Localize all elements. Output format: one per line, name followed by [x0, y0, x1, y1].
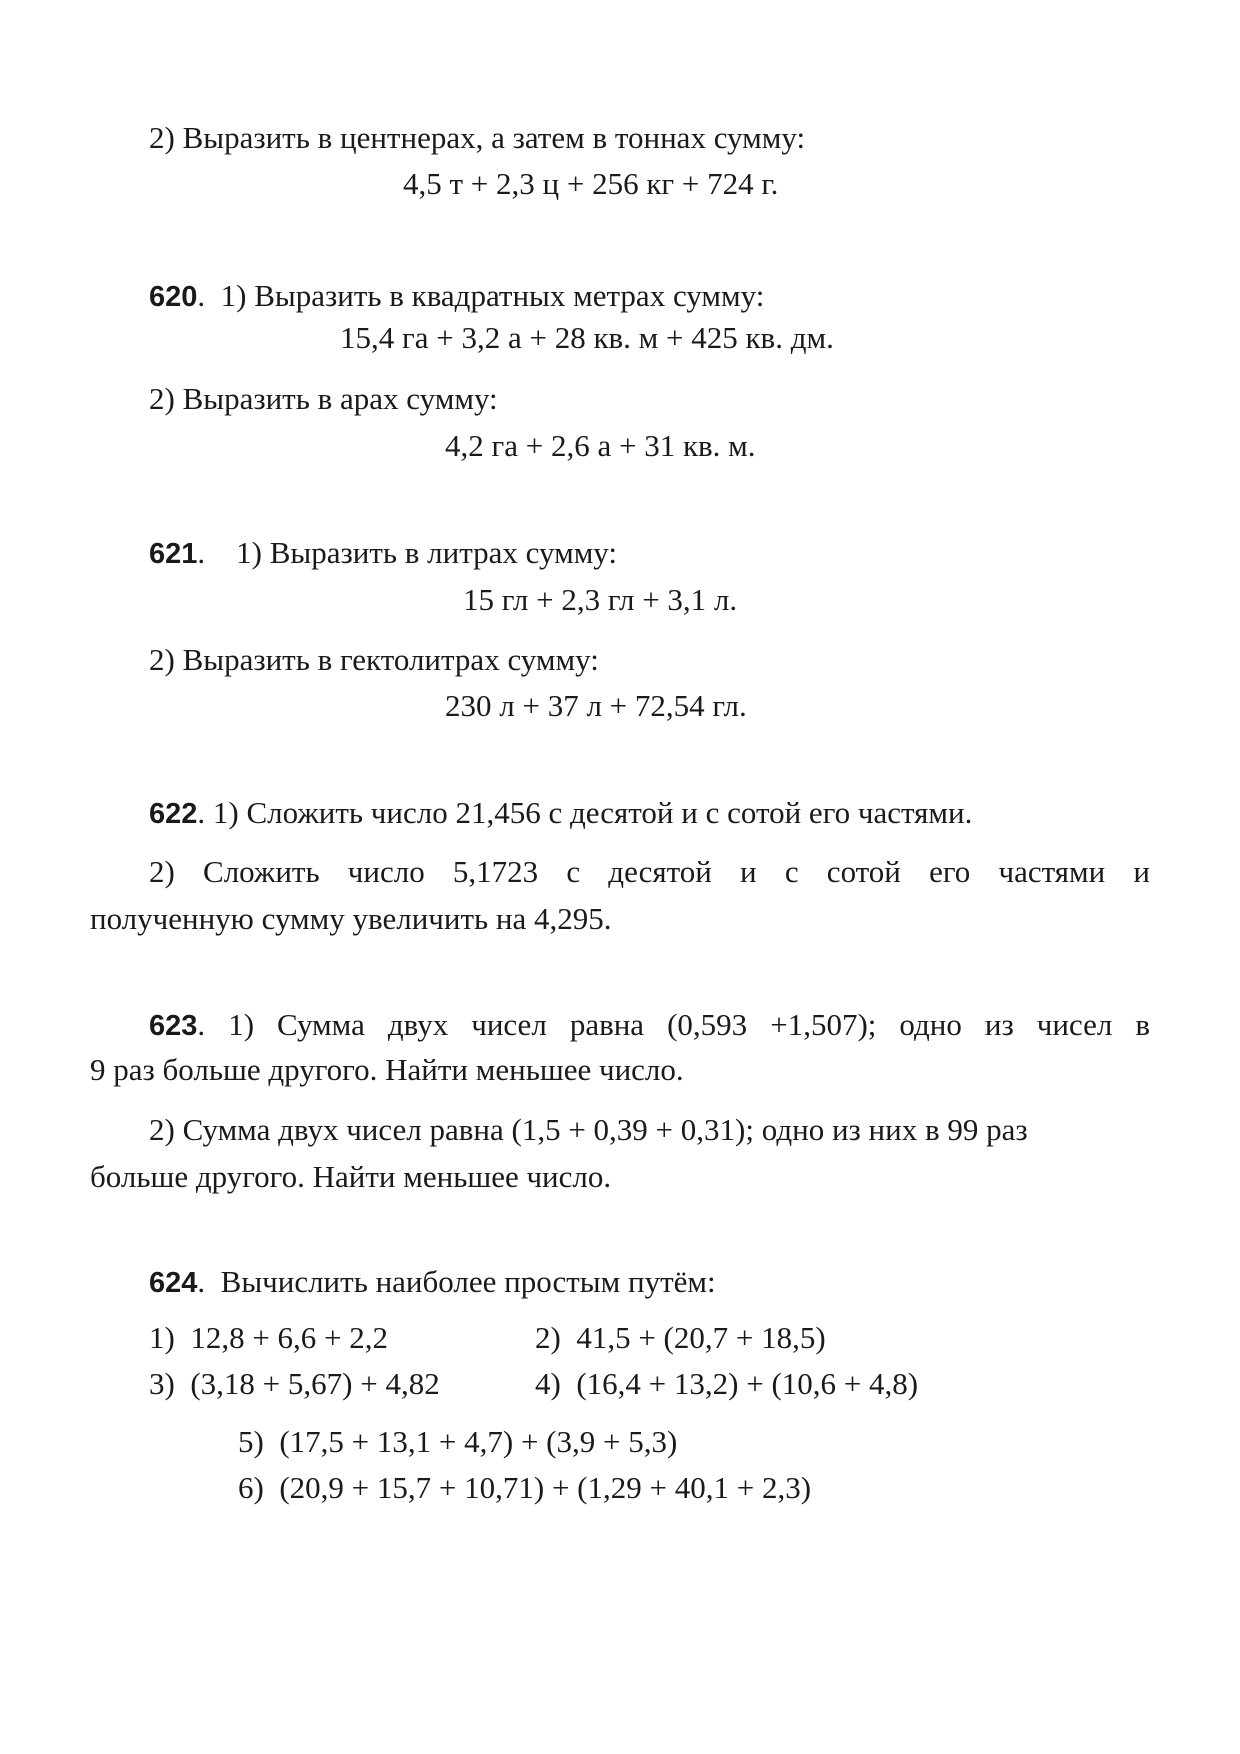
problem-number-dot: . — [197, 535, 206, 570]
p620-part1 — [149, 276, 764, 317]
p621-part2-expr: 230 л + 37 л + 72,54 гл. — [445, 688, 747, 723]
p624-heading — [149, 1262, 716, 1303]
item-expr: 12,8 + 6,6 + 2,2 — [190, 1320, 389, 1355]
p619-part2-expr: 4,5 т + 2,3 ц + 256 кг + 724 г. — [403, 166, 779, 201]
p623-part1-line1 — [149, 1005, 1150, 1046]
p622-part2-line2: полученную сумму увеличить на 4,295. — [90, 901, 612, 936]
p621-part1 — [149, 533, 617, 574]
item-label: 2) — [535, 1320, 561, 1355]
p624-item-3 — [149, 1364, 440, 1404]
p621-part1-expr: 15 гл + 2,3 гл + 3,1 л. — [463, 582, 738, 617]
problem-number-dot: . — [197, 1007, 206, 1042]
item-label: 3) — [149, 1366, 175, 1401]
p621-part2-text: 2) Выразить в гектолитрах сумму: — [149, 642, 599, 677]
p624-text: Вычислить наиболее простым путём: — [220, 1264, 716, 1299]
p624-item-1 — [149, 1318, 388, 1358]
item-label: 6) — [238, 1470, 264, 1505]
item-expr: (3,18 + 5,67) + 4,82 — [190, 1366, 440, 1401]
p620-part1-text: 1) Выразить в квадратных метрах сумму: — [220, 278, 765, 313]
p621-part1-text: 1) Выразить в литрах сумму: — [236, 535, 618, 570]
p620-part1-expr: 15,4 га + 3,2 а + 28 кв. м + 425 кв. дм. — [340, 320, 834, 355]
p622-part1 — [149, 793, 972, 834]
p624-item-4 — [535, 1364, 918, 1404]
item-expr: (16,4 + 13,2) + (10,6 + 4,8) — [576, 1366, 919, 1401]
problem-number-dot: . — [197, 278, 206, 313]
p623-part2-line2: больше другого. Найти меньшее число. — [90, 1159, 612, 1194]
p620-part2-text: 2) Выразить в арах сумму: — [149, 381, 498, 416]
p624-item-5 — [238, 1422, 677, 1462]
problem-number-622: 622 — [149, 798, 198, 830]
item-expr: (20,9 + 15,7 + 10,71) + (1,29 + 40,1 + 2,3) — [279, 1470, 812, 1505]
problem-number-621: 621 — [149, 538, 198, 570]
p622-part1-text: 1) Сложить число 21,456 с десятой и с сотой его частями. — [212, 795, 973, 830]
p624-item-2 — [535, 1318, 826, 1358]
p623-part1-line2: 9 раз больше другого. Найти меньшее число. — [90, 1052, 684, 1087]
p620-part2-expr: 4,2 га + 2,6 а + 31 кв. м. — [445, 428, 756, 463]
problem-number-620: 620 — [149, 281, 198, 313]
item-expr: (17,5 + 13,1 + 4,7) + (3,9 + 5,3) — [279, 1424, 678, 1459]
p619-part2-text: 2) Выразить в центнерах, а затем в тоннах сумму: — [149, 120, 806, 155]
item-expr: 41,5 + (20,7 + 18,5) — [576, 1320, 826, 1355]
problem-number-623: 623 — [149, 1010, 198, 1042]
item-label: 4) — [535, 1366, 561, 1401]
problem-number-624: 624 — [149, 1267, 198, 1299]
item-label: 5) — [238, 1424, 264, 1459]
p623-part1-line1-text: 1) Сумма двух чисел равна (0,593 +1,507); одно из чисел в — [228, 1007, 1151, 1042]
p624-item-6 — [238, 1468, 811, 1508]
p623-part2-line1: 2) Сумма двух чисел равна (1,5 + 0,39 + 0,31); одно из них в 99 раз — [149, 1112, 1028, 1147]
p622-part2-line1: 2) Сложить число 5,1723 с десятой и с сотой его частями и — [149, 854, 1150, 889]
problem-number-dot: . — [197, 795, 206, 830]
problem-number-dot: . — [197, 1264, 206, 1299]
item-label: 1) — [149, 1320, 175, 1355]
